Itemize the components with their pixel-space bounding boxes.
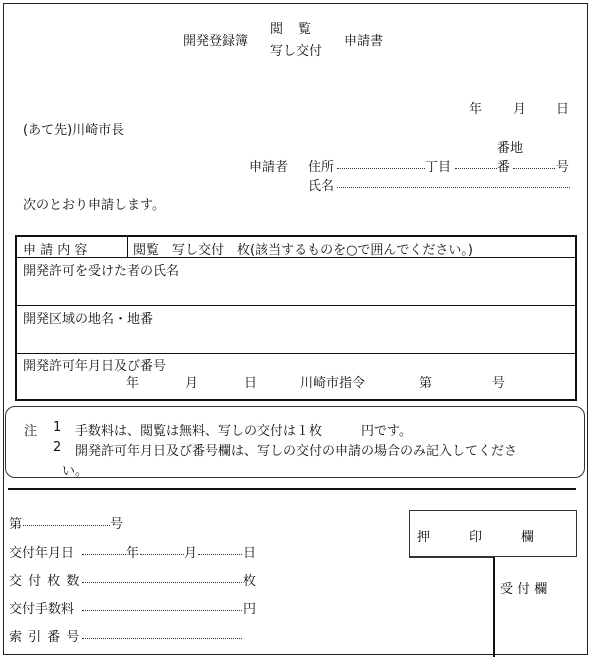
office-go: 号 — [110, 517, 124, 532]
issue-month: 月 — [184, 546, 198, 561]
date-day: 日 — [556, 102, 570, 117]
issue-day: 日 — [243, 546, 257, 561]
addressee: (あて先)川崎市長 — [23, 123, 125, 138]
date-year: 年 — [469, 102, 483, 117]
application-table — [15, 235, 577, 401]
go-label: 号 — [556, 160, 570, 175]
area-location-label: 開発区域の地名・地番 — [23, 312, 154, 327]
chome-label: 丁目 — [425, 160, 452, 175]
receipt-top-line — [409, 557, 493, 558]
issue-month-field[interactable] — [140, 542, 184, 555]
title-suffix: 申請書 — [344, 34, 384, 49]
note-1-number: 1 — [53, 420, 62, 435]
copies-unit: 枚 — [243, 574, 257, 589]
title-option-copy: 写し交付 — [270, 44, 323, 59]
chome-field[interactable] — [455, 156, 497, 169]
seal-label: 押 印 欄 — [417, 530, 535, 545]
note-2-text: 開発許可年月日及び番号欄は、写しの交付の申請の場合のみ記入してくださ — [75, 444, 518, 459]
content-divider — [127, 237, 128, 257]
permit-day: 日 — [244, 376, 258, 391]
note-1-text: 手数料は、閲覧は無料、写しの交付は１枚 円です。 — [75, 424, 412, 439]
banchi-label: 番地 — [497, 141, 524, 156]
ban-label: 番 — [497, 160, 511, 175]
permit-year: 年 — [126, 376, 140, 391]
note-2-number: 2 — [53, 440, 62, 455]
permit-city: 川崎市指令 — [300, 376, 366, 391]
title-option-view: 閲 覧 — [270, 22, 313, 37]
date-month: 月 — [513, 102, 527, 117]
index-field[interactable] — [82, 626, 242, 639]
address-label: 住所 — [308, 160, 335, 175]
content-value[interactable]: 閲覧 写し交付 枚(該当するものを○で囲んでください。) — [133, 243, 473, 258]
issue-year: 年 — [126, 546, 140, 561]
fee-field[interactable] — [82, 598, 242, 611]
permit-month: 月 — [185, 376, 199, 391]
fee-label: 交付手数料 — [9, 602, 75, 617]
office-use-divider — [8, 488, 576, 490]
office-number-field[interactable] — [23, 513, 110, 526]
fee-unit: 円 — [243, 602, 257, 617]
title-main: 開発登録簿 — [183, 34, 249, 49]
issue-date-label: 交付年月日 — [9, 546, 75, 561]
address-field[interactable] — [337, 156, 425, 169]
name-field[interactable] — [337, 175, 570, 188]
name-label: 氏名 — [308, 179, 335, 194]
content-label: 申 請 内 容 — [23, 243, 88, 258]
permit-dai: 第 — [419, 376, 433, 391]
permit-holder-label: 開発許可を受けた者の氏名 — [23, 264, 180, 279]
receipt-divider — [493, 557, 495, 657]
permit-date-label: 開発許可年月日及び番号 — [23, 359, 167, 374]
receipt-label: 受 付 欄 — [500, 582, 548, 597]
ban-field[interactable] — [513, 156, 555, 169]
intro-text: 次のとおり申請します。 — [23, 198, 165, 213]
copies-field[interactable] — [82, 570, 242, 583]
office-dai: 第 — [9, 517, 23, 532]
note-label: 注 — [24, 424, 38, 439]
index-label: 索 引 番 号 — [9, 630, 81, 645]
copies-label: 交 付 枚 数 — [9, 574, 81, 589]
issue-year-field[interactable] — [82, 542, 126, 555]
issue-day-field[interactable] — [198, 542, 242, 555]
note-2-continued: い。 — [62, 464, 89, 479]
applicant-label: 申請者 — [249, 160, 289, 175]
permit-go: 号 — [492, 376, 506, 391]
